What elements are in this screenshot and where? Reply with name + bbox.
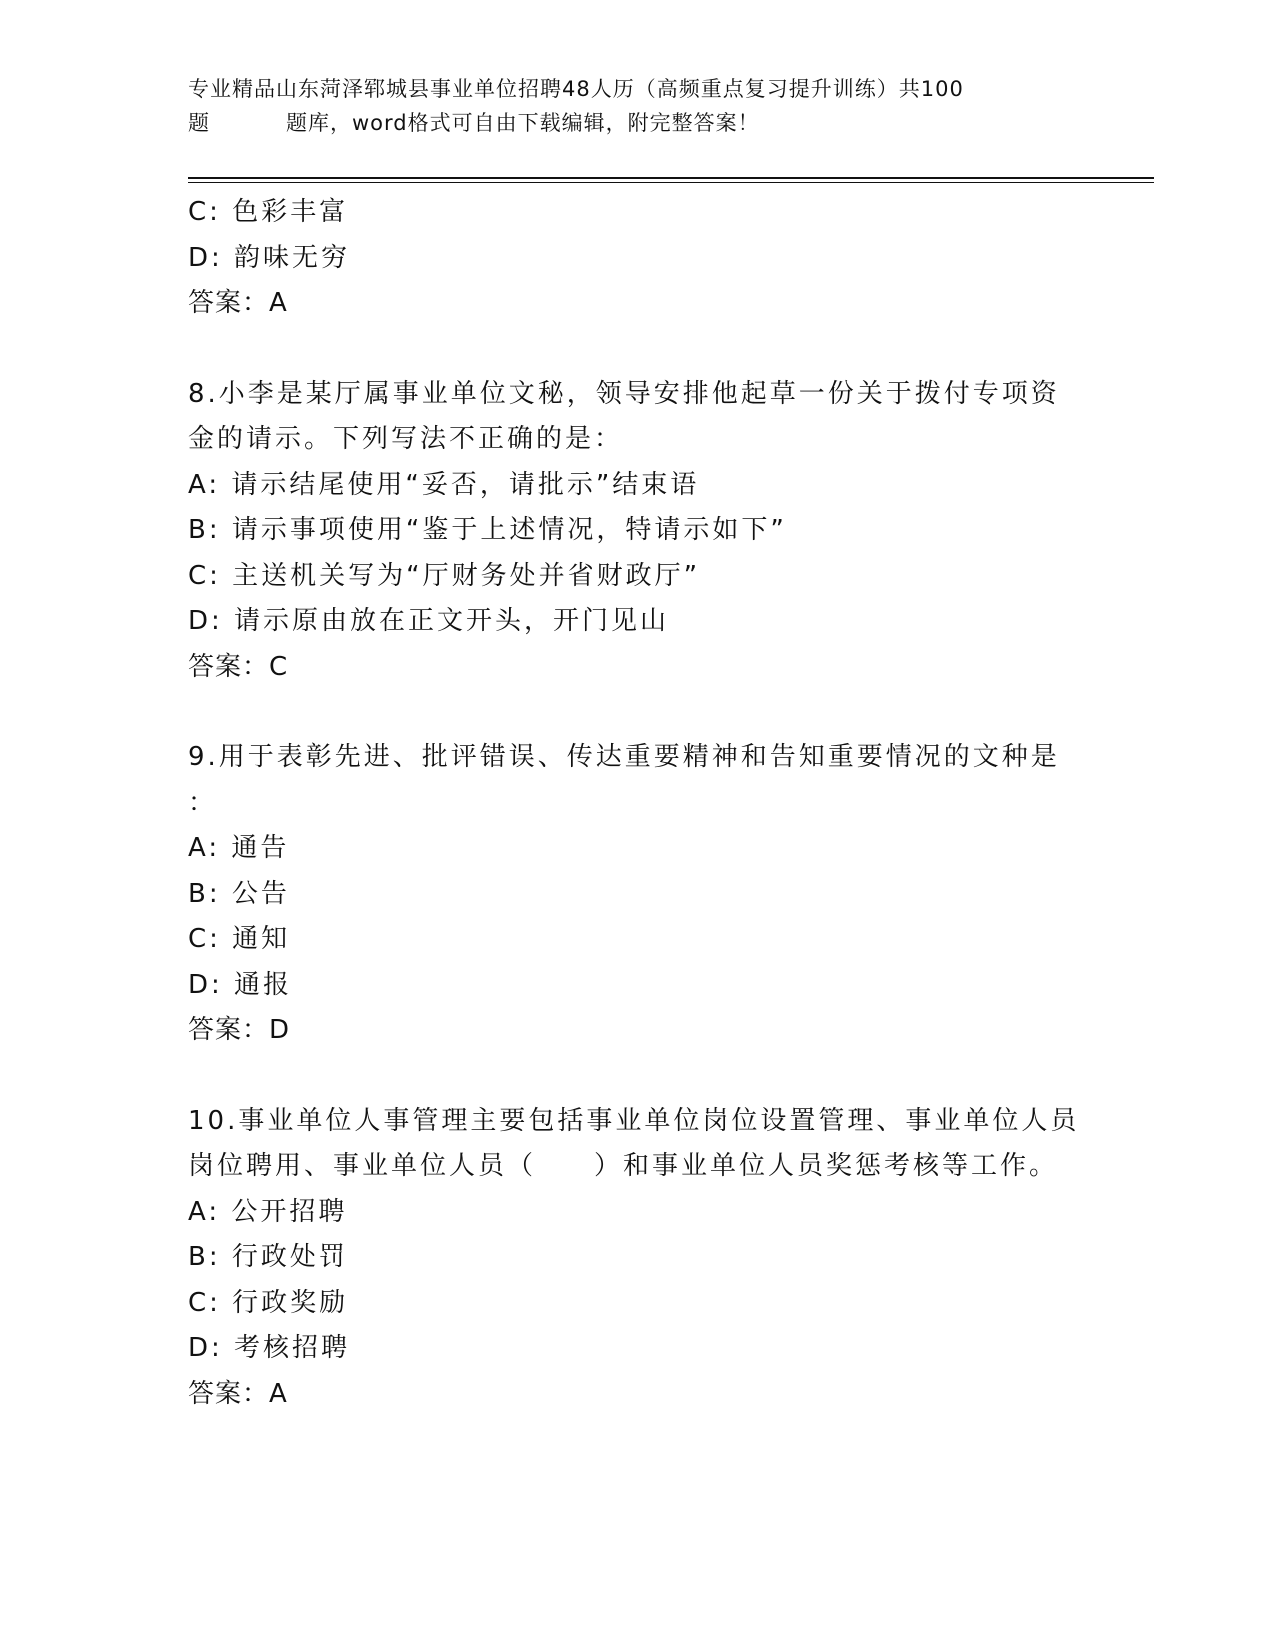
header-title-line-2-start: 题 (188, 111, 210, 135)
answer-line: 答案：A (188, 1378, 288, 1409)
text-line: 9.用于表彰先进、批评错误、传达重要精神和告知重要情况的文种是 (188, 742, 1060, 772)
text-line: A: 公开招聘 (188, 1196, 348, 1227)
question-content (188, 190, 1088, 1417)
text-line: ： (188, 787, 218, 818)
header-title-line-1: 专业精品山东菏泽郓城县事业单位招聘48人历（高频重点复习提升训练）共100 (188, 77, 964, 101)
answer-line: 答案：D (188, 1015, 291, 1045)
text-line: B: 请示事项使用“鉴于上述情况，特请示如下” (188, 515, 787, 545)
header-title-line-2 (188, 106, 1068, 140)
text-line: C: 主送机关写为“厅财务处并省财政厅” (188, 560, 701, 591)
text-line: 10.事业单位人事管理主要包括事业单位岗位设置管理、事业单位人员 (188, 1105, 1080, 1136)
text-line: D: 请示原由放在正文开头，开门见山 (188, 606, 670, 636)
blank-spacer (188, 327, 1088, 372)
text-line: D: 通报 (188, 969, 293, 1000)
text-line: A: 请示结尾使用“妥否，请批示”结束语 (188, 469, 700, 500)
answer-line: 答案：C (188, 651, 289, 682)
header-rule-thick (188, 177, 1154, 179)
text-line: B: 行政处罚 (188, 1242, 348, 1272)
text-line: 金的请示。下列写法不正确的是： (188, 424, 624, 454)
text-line: B: 公告 (188, 878, 290, 909)
text-line: D: 考核招聘 (188, 1333, 351, 1363)
text-line: D: 韵味无穷 (188, 242, 351, 273)
text-line: A: 通告 (188, 833, 290, 863)
text-line: 岗位聘用、事业单位人员（ ）和事业单位人员奖惩考核等工作。 (188, 1151, 1059, 1181)
text-line: C: 色彩丰富 (188, 197, 349, 227)
document-header (188, 72, 1068, 140)
text-line: C: 行政奖励 (188, 1287, 349, 1318)
blank-spacer (188, 1054, 1088, 1099)
header-title-line-2-end: 题库，word格式可自由下载编辑，附完整答案！ (286, 111, 760, 135)
text-line: 8.小李是某厅属事业单位文秘，领导安排他起草一份关于拨付专项资 (188, 378, 1060, 409)
blank-spacer (188, 690, 1088, 735)
header-rule-thin (188, 182, 1154, 183)
text-line: C: 通知 (188, 924, 291, 954)
answer-line: 答案：A (188, 288, 288, 318)
